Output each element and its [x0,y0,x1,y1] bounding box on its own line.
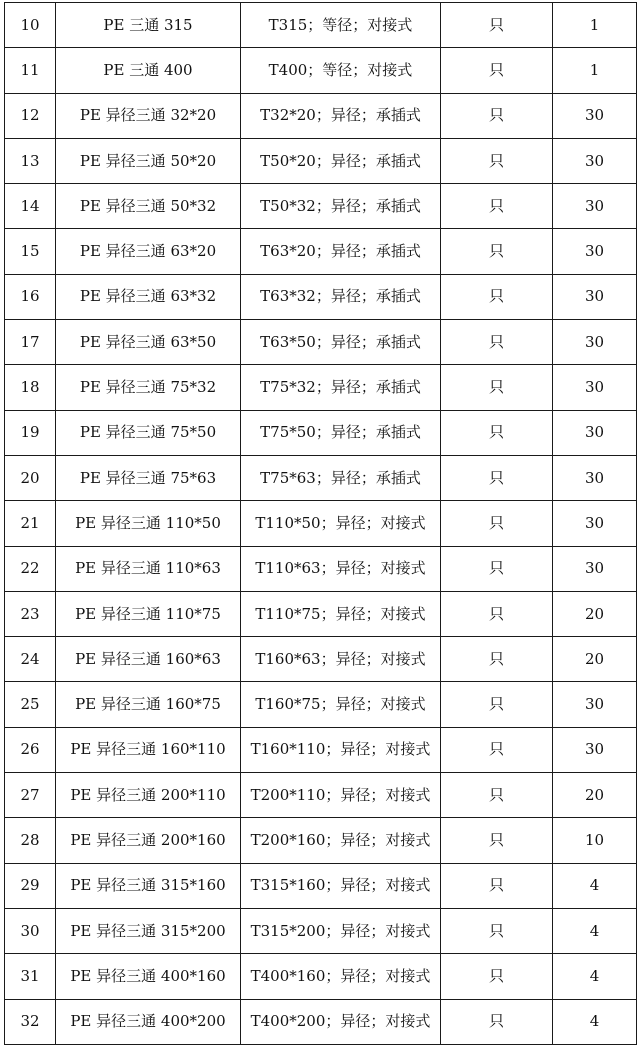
cell-no: 10 [5,3,56,48]
cell-qty: 1 [553,48,637,93]
cell-name: PE 异径三通 400*200 [56,999,241,1044]
fittings-table [4,2,637,1045]
cell-qty: 4 [553,863,637,908]
cell-name: PE 异径三通 400*160 [56,954,241,999]
table-row [5,818,637,863]
cell-qty: 1 [553,3,637,48]
cell-spec: T315*200；异径；对接式 [241,908,441,953]
table-row [5,908,637,953]
cell-unit: 只 [441,365,553,410]
cell-name: PE 异径三通 110*63 [56,546,241,591]
cell-unit: 只 [441,229,553,274]
cell-spec: T315；等径；对接式 [241,3,441,48]
table-row [5,591,637,636]
cell-qty: 30 [553,546,637,591]
cell-qty: 30 [553,138,637,183]
cell-qty: 30 [553,682,637,727]
cell-spec: T160*75；异径；对接式 [241,682,441,727]
cell-no: 21 [5,501,56,546]
table-row [5,501,637,546]
table-row [5,365,637,410]
cell-spec: T110*75；异径；对接式 [241,591,441,636]
cell-qty: 4 [553,908,637,953]
table-row [5,637,637,682]
cell-unit: 只 [441,93,553,138]
cell-name: PE 异径三通 200*160 [56,818,241,863]
cell-name: PE 异径三通 200*110 [56,773,241,818]
cell-no: 13 [5,138,56,183]
cell-spec: T110*63；异径；对接式 [241,546,441,591]
cell-qty: 30 [553,501,637,546]
table-row [5,999,637,1044]
cell-qty: 4 [553,954,637,999]
cell-no: 29 [5,863,56,908]
table-row [5,48,637,93]
table-row [5,727,637,772]
table-row [5,455,637,500]
cell-unit: 只 [441,3,553,48]
cell-unit: 只 [441,954,553,999]
table-row [5,682,637,727]
cell-unit: 只 [441,863,553,908]
cell-name: PE 异径三通 75*32 [56,365,241,410]
cell-spec: T32*20；异径；承插式 [241,93,441,138]
cell-qty: 30 [553,727,637,772]
cell-no: 23 [5,591,56,636]
cell-spec: T63*50；异径；承插式 [241,320,441,365]
cell-no: 20 [5,455,56,500]
cell-no: 31 [5,954,56,999]
table-row [5,138,637,183]
cell-spec: T63*20；异径；承插式 [241,229,441,274]
cell-spec: T160*63；异径；对接式 [241,637,441,682]
cell-spec: T75*32；异径；承插式 [241,365,441,410]
cell-no: 16 [5,274,56,319]
cell-unit: 只 [441,48,553,93]
cell-qty: 4 [553,999,637,1044]
table-row [5,410,637,455]
cell-name: PE 异径三通 50*20 [56,138,241,183]
cell-unit: 只 [441,637,553,682]
table-row [5,863,637,908]
cell-unit: 只 [441,274,553,319]
cell-unit: 只 [441,908,553,953]
cell-qty: 30 [553,320,637,365]
cell-spec: T75*50；异径；承插式 [241,410,441,455]
cell-name: PE 异径三通 110*50 [56,501,241,546]
cell-no: 27 [5,773,56,818]
table-row [5,229,637,274]
table-row [5,546,637,591]
cell-name: PE 异径三通 32*20 [56,93,241,138]
cell-qty: 30 [553,229,637,274]
cell-unit: 只 [441,184,553,229]
cell-spec: T50*20；异径；承插式 [241,138,441,183]
cell-spec: T110*50；异径；对接式 [241,501,441,546]
cell-name: PE 三通 315 [56,3,241,48]
cell-qty: 30 [553,410,637,455]
cell-name: PE 异径三通 110*75 [56,591,241,636]
cell-spec: T200*110；异径；对接式 [241,773,441,818]
cell-no: 19 [5,410,56,455]
cell-spec: T63*32；异径；承插式 [241,274,441,319]
cell-unit: 只 [441,818,553,863]
cell-no: 32 [5,999,56,1044]
cell-qty: 20 [553,591,637,636]
cell-spec: T75*63；异径；承插式 [241,455,441,500]
cell-qty: 10 [553,818,637,863]
cell-no: 26 [5,727,56,772]
cell-unit: 只 [441,682,553,727]
cell-qty: 20 [553,773,637,818]
cell-spec: T400；等径；对接式 [241,48,441,93]
cell-name: PE 异径三通 63*20 [56,229,241,274]
fittings-table-body [5,3,637,1045]
cell-unit: 只 [441,455,553,500]
table-row [5,320,637,365]
cell-name: PE 异径三通 160*75 [56,682,241,727]
table-row [5,184,637,229]
cell-unit: 只 [441,320,553,365]
cell-no: 12 [5,93,56,138]
cell-unit: 只 [441,773,553,818]
cell-no: 11 [5,48,56,93]
cell-spec: T160*110；异径；对接式 [241,727,441,772]
cell-no: 14 [5,184,56,229]
cell-no: 25 [5,682,56,727]
cell-spec: T50*32；异径；承插式 [241,184,441,229]
cell-spec: T400*160；异径；对接式 [241,954,441,999]
cell-unit: 只 [441,410,553,455]
table-row [5,954,637,999]
table-row [5,274,637,319]
cell-no: 28 [5,818,56,863]
cell-qty: 20 [553,637,637,682]
cell-no: 18 [5,365,56,410]
cell-unit: 只 [441,727,553,772]
cell-qty: 30 [553,455,637,500]
cell-no: 22 [5,546,56,591]
cell-unit: 只 [441,138,553,183]
table-row [5,3,637,48]
cell-name: PE 异径三通 50*32 [56,184,241,229]
cell-spec: T400*200；异径；对接式 [241,999,441,1044]
cell-name: PE 异径三通 315*160 [56,863,241,908]
cell-unit: 只 [441,591,553,636]
cell-qty: 30 [553,365,637,410]
cell-unit: 只 [441,546,553,591]
cell-name: PE 三通 400 [56,48,241,93]
cell-name: PE 异径三通 315*200 [56,908,241,953]
cell-qty: 30 [553,93,637,138]
cell-name: PE 异径三通 63*50 [56,320,241,365]
cell-qty: 30 [553,184,637,229]
table-row [5,93,637,138]
cell-name: PE 异径三通 75*50 [56,410,241,455]
cell-no: 30 [5,908,56,953]
cell-name: PE 异径三通 160*63 [56,637,241,682]
cell-unit: 只 [441,999,553,1044]
cell-spec: T315*160；异径；对接式 [241,863,441,908]
cell-no: 24 [5,637,56,682]
cell-no: 17 [5,320,56,365]
cell-no: 15 [5,229,56,274]
cell-unit: 只 [441,501,553,546]
cell-qty: 30 [553,274,637,319]
cell-name: PE 异径三通 75*63 [56,455,241,500]
table-row [5,773,637,818]
cell-name: PE 异径三通 63*32 [56,274,241,319]
cell-name: PE 异径三通 160*110 [56,727,241,772]
cell-spec: T200*160；异径；对接式 [241,818,441,863]
